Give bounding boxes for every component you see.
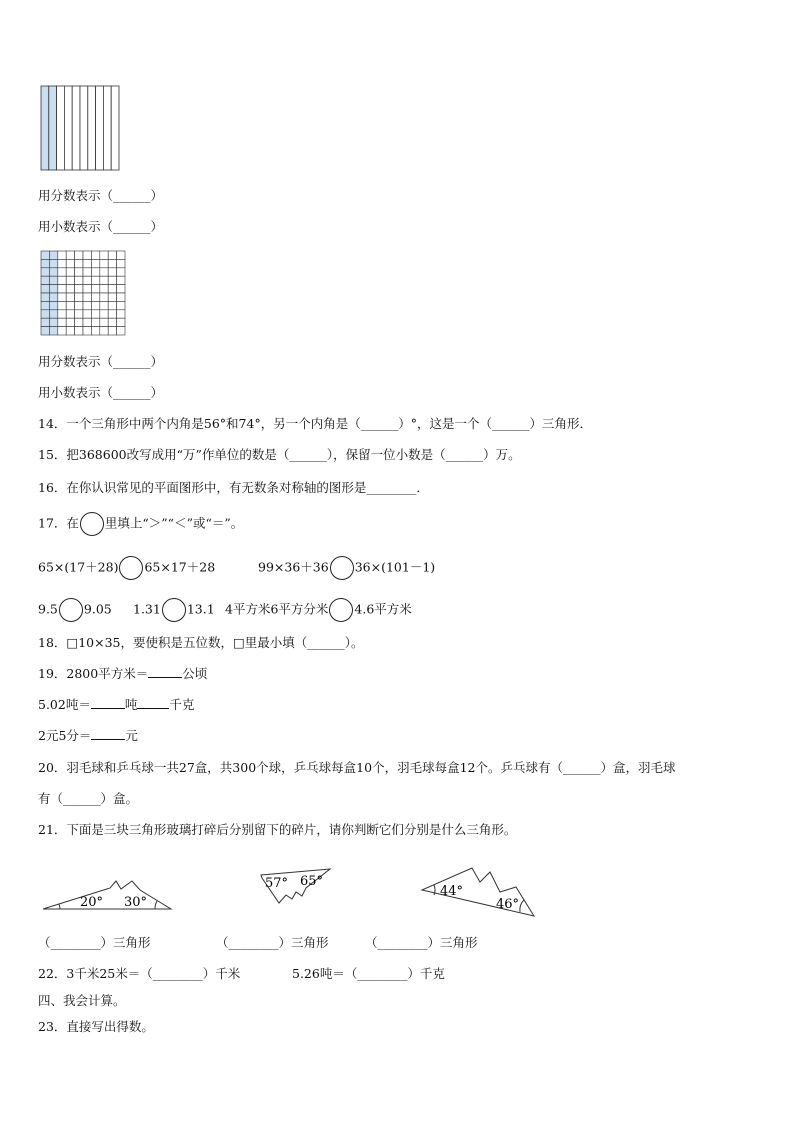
question-22-part2: 5.26吨＝（________）千克 (292, 966, 445, 981)
grid-cell (117, 276, 125, 284)
triangle-fragment-1 (40, 876, 180, 912)
fraction-prompt-2: 用分数表示（______） (38, 354, 164, 369)
compare-circle-sample (80, 512, 104, 536)
angle-label-46: 46° (496, 897, 520, 912)
grid-cell (66, 285, 74, 293)
grid-cell (49, 318, 57, 326)
grid-cell (100, 259, 108, 267)
compare-circle-4[interactable] (162, 598, 186, 622)
grid-cell (41, 327, 49, 335)
q19b-unit2: 千克 (169, 697, 195, 712)
question-17 (38, 512, 243, 536)
grid-cell (58, 268, 66, 276)
grid-cell (83, 251, 91, 259)
question-15: 15．把368600改写成用“万”作单位的数是（______），保留一位小数是（______）万。 (38, 447, 521, 462)
grid-cell (41, 259, 49, 267)
grid-cell (66, 310, 74, 318)
q17-suffix: 里填上“＞”“＜”或“＝”。 (104, 515, 244, 531)
grid-cell (75, 327, 83, 335)
q19c-unit: 元 (125, 728, 138, 743)
grid-cell (108, 293, 116, 301)
grid-cell (41, 310, 49, 318)
question-19b (38, 697, 194, 713)
grid-cell (100, 276, 108, 284)
q19b-unit1: 吨 (124, 697, 138, 712)
grid-cell (108, 318, 116, 326)
grid-cell (108, 310, 116, 318)
grid-cell (91, 259, 99, 267)
grid-cell (100, 301, 108, 309)
strip-cell (41, 86, 49, 170)
strip-cell (103, 86, 111, 170)
grid-cell (75, 285, 83, 293)
grid-cell (41, 285, 49, 293)
question-19a (38, 666, 207, 682)
grid-cell (66, 301, 74, 309)
grid-cell (117, 285, 125, 293)
grid-cell (49, 310, 57, 318)
strip-cell (64, 86, 72, 170)
grid-cell (58, 251, 66, 259)
grid-cell (75, 251, 83, 259)
answer-blank[interactable] (91, 697, 125, 709)
grid-cell (58, 310, 66, 318)
grid-cell (75, 259, 83, 267)
strip-cell (96, 86, 104, 170)
question-18: 18．□10×35，要使积是五位数，□里最小填（______）。 (38, 635, 364, 650)
question-21: 21．下面是三块三角形玻璃打碎后分别留下的碎片，请你判断它们分别是什么三角形。 (38, 822, 517, 837)
triangle-answer-3: （________）三角形 (365, 935, 478, 950)
compare-5-right: 4.6平方米 (354, 601, 412, 617)
grid-cell (66, 318, 74, 326)
compare-circle-2[interactable] (330, 556, 354, 580)
angle-label-65: 65° (300, 874, 324, 889)
grid-cell (117, 259, 125, 267)
grid-cell (117, 318, 125, 326)
strip-cell (88, 86, 96, 170)
question-20-line1: 20．羽毛球和乒乓球一共27盒，共300个球，乒乓球每盒10个，羽毛球每盒12个。乒乓球有（______）盒，羽毛球 (38, 760, 676, 775)
grid-cell (58, 276, 66, 284)
grid-cell (91, 293, 99, 301)
grid-cell (75, 318, 83, 326)
grid-cell (41, 276, 49, 284)
q19a-text: 19．2800平方米＝ (38, 666, 149, 681)
compare-3-left: 9.5 (38, 601, 58, 617)
angle-label-20: 20° (80, 895, 104, 910)
answer-blank[interactable] (148, 666, 182, 678)
grid-cell (75, 301, 83, 309)
grid-cell (100, 285, 108, 293)
grid-cell (117, 310, 125, 318)
triangle-answer-2: （________）三角形 (216, 935, 329, 950)
grid-cell (49, 251, 57, 259)
grid-cell (66, 327, 74, 335)
grid-cell (58, 301, 66, 309)
compare-2-right: 36×(101－1) (354, 559, 436, 575)
grid-cell (83, 327, 91, 335)
grid-cell (83, 293, 91, 301)
q19b-text: 5.02吨＝ (38, 697, 91, 712)
grid-figure (40, 250, 126, 336)
fraction-prompt-1: 用分数表示（______） (38, 188, 164, 203)
angle-label-57: 57° (265, 876, 289, 891)
grid-cell (100, 310, 108, 318)
grid-cell (108, 276, 116, 284)
grid-cell (49, 268, 57, 276)
q17-prefix: 17．在 (38, 515, 79, 531)
grid-cell (100, 268, 108, 276)
strip-cell (72, 86, 80, 170)
strip-cell (80, 86, 88, 170)
compare-row-2 (258, 556, 435, 580)
question-19c (38, 728, 138, 744)
grid-cell (83, 268, 91, 276)
grid-cell (108, 285, 116, 293)
question-22-part1: 22．3千米25米＝（________）千米 (38, 966, 241, 981)
grid-cell (66, 268, 74, 276)
angle-label-44: 44° (440, 884, 464, 899)
grid-cell (91, 318, 99, 326)
grid-cell (75, 293, 83, 301)
grid-cell (41, 301, 49, 309)
grid-cell (83, 276, 91, 284)
grid-cell (49, 293, 57, 301)
grid-cell (58, 259, 66, 267)
strip-cell (49, 86, 57, 170)
strip-figure (40, 85, 120, 171)
compare-4-right: 13.1 (186, 601, 215, 617)
grid-cell (49, 259, 57, 267)
question-16: 16．在你认识常见的平面图形中，有无数条对称轴的图形是________． (38, 480, 429, 495)
grid-cell (41, 268, 49, 276)
grid-cell (41, 251, 49, 259)
grid-cell (91, 327, 99, 335)
grid-cell (100, 293, 108, 301)
grid-cell (83, 285, 91, 293)
compare-5-left: 4平方米6平方分米 (225, 601, 329, 617)
grid-cell (108, 251, 116, 259)
section-heading-4: 四、我会计算。 (38, 993, 126, 1008)
grid-cell (83, 318, 91, 326)
triangle-fragment-2 (258, 866, 338, 916)
answer-blank[interactable] (91, 728, 125, 740)
grid-cell (91, 310, 99, 318)
triangle-answer-1: （________）三角形 (38, 935, 151, 950)
triangle-fragment-3 (420, 864, 540, 922)
grid-cell (100, 251, 108, 259)
grid-cell (66, 293, 74, 301)
compare-row-3 (38, 598, 112, 622)
compare-3-right: 9.05 (83, 601, 112, 617)
angle-label-30: 30° (124, 895, 148, 910)
grid-cell (108, 327, 116, 335)
grid-cell (117, 293, 125, 301)
grid-cell (66, 251, 74, 259)
compare-1-left: 65×(17＋28) (38, 559, 119, 575)
grid-cell (117, 251, 125, 259)
grid-cell (58, 285, 66, 293)
q19a-unit: 公顷 (182, 666, 208, 681)
question-14: 14．一个三角形中两个内角是56°和74°，另一个内角是（______）°，这是一个（______）三角形． (38, 416, 592, 431)
grid-cell (58, 293, 66, 301)
grid-cell (117, 268, 125, 276)
grid-cell (49, 301, 57, 309)
decimal-prompt-1: 用小数表示（______） (38, 219, 164, 234)
q19c-text: 2元5分＝ (38, 728, 92, 743)
grid-cell (117, 301, 125, 309)
grid-cell (49, 285, 57, 293)
grid-cell (91, 276, 99, 284)
grid-cell (108, 259, 116, 267)
grid-cell (100, 318, 108, 326)
grid-cell (91, 285, 99, 293)
decimal-prompt-2: 用小数表示（______） (38, 385, 164, 400)
compare-row-4 (133, 598, 215, 622)
question-23: 23．直接写出得数。 (38, 1019, 154, 1034)
grid-cell (75, 276, 83, 284)
grid-cell (83, 310, 91, 318)
grid-cell (117, 327, 125, 335)
grid-cell (91, 251, 99, 259)
grid-cell (83, 259, 91, 267)
grid-cell (58, 327, 66, 335)
grid-cell (49, 327, 57, 335)
grid-cell (66, 276, 74, 284)
compare-1-right: 65×17＋28 (144, 559, 216, 575)
grid-cell (66, 259, 74, 267)
question-20-line2: 有（______）盒。 (38, 791, 139, 806)
grid-cell (41, 318, 49, 326)
compare-4-left: 1.31 (133, 601, 161, 617)
grid-cell (108, 301, 116, 309)
grid-cell (91, 301, 99, 309)
compare-circle-5[interactable] (329, 598, 353, 622)
compare-2-left: 99×36＋36 (258, 559, 329, 575)
strip-cell (111, 86, 119, 170)
compare-circle-3[interactable] (59, 598, 83, 622)
grid-cell (108, 268, 116, 276)
grid-cell (49, 276, 57, 284)
grid-cell (75, 310, 83, 318)
grid-cell (83, 301, 91, 309)
compare-row-1 (38, 556, 215, 580)
strip-cell (57, 86, 65, 170)
grid-cell (91, 268, 99, 276)
grid-cell (41, 293, 49, 301)
compare-row-5 (225, 598, 412, 622)
grid-cell (75, 268, 83, 276)
compare-circle-1[interactable] (119, 556, 143, 580)
grid-cell (100, 327, 108, 335)
grid-cell (58, 318, 66, 326)
answer-blank[interactable] (137, 697, 169, 709)
